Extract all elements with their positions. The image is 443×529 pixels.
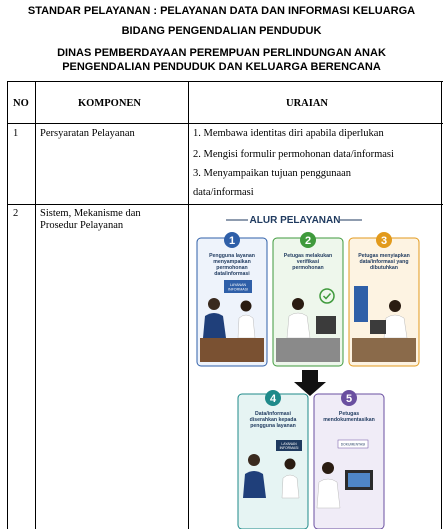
step-number: 3: [380, 235, 388, 247]
step-text: Petugas: [338, 411, 360, 417]
flow-title: ALUR PELAYANAN: [249, 215, 341, 226]
step-text: pengguna layanan: [250, 423, 296, 429]
agency-name-line2: PENGENDALIAN PENDUDUK DAN KELUARGA BERENCANA: [62, 61, 381, 73]
table-row-divider: [7, 204, 443, 205]
step-number: 1: [228, 235, 236, 247]
service-sign-text: LAYANAN: [281, 442, 297, 446]
row-component-continued: Prosedur Pelayanan: [40, 220, 124, 231]
step-number: 4: [269, 393, 277, 405]
requirement-item: 3. Menyampaikan tujuan penggunaan: [193, 168, 352, 179]
flow-step-2: [273, 232, 343, 366]
requirement-item: 1. Membawa identitas diri apabila diperlukan: [193, 128, 384, 139]
service-sign-text: INFORMASI: [228, 287, 248, 292]
agency-name-line1: DINAS PEMBERDAYAAN PEREMPUAN PERLINDUNGAN ANAK: [57, 47, 386, 59]
row-component: Sistem, Mekanisme dan: [40, 208, 141, 219]
service-sign-text: LAYANAN: [229, 283, 247, 287]
step-text: Petugas menyiapkan: [358, 253, 410, 259]
service-sign-text: INFORMASI: [279, 446, 299, 450]
department-name: BIDANG PENGENDALIAN PENDUDUK: [121, 25, 322, 37]
file-cabinet: [354, 286, 368, 322]
row-component: Persyaratan Pelayanan: [40, 128, 135, 139]
step-text: Data/informasi: [254, 411, 292, 417]
requirement-item-continued: data/informasi: [193, 187, 254, 198]
flow-step-5: [314, 390, 384, 529]
document-title: STANDAR PELAYANAN : PELAYANAN DATA DAN INFORMASI KELUARGA: [27, 5, 416, 17]
step-text: data/informasi yang: [359, 259, 409, 265]
column-header-komponen: KOMPONEN: [78, 98, 141, 109]
flow-arrow-down: [294, 370, 326, 396]
flow-step-1: [197, 232, 267, 366]
column-header-uraian: URAIAN: [286, 98, 328, 109]
flow-step-3: [349, 232, 419, 366]
documentation-sign-text: DOKUMENTASI: [340, 442, 366, 447]
step-text: permohonan: [216, 265, 248, 271]
step-number: 5: [345, 393, 353, 405]
step-text: Petugas melakukan: [283, 253, 333, 259]
step-text: data/informasi: [214, 271, 250, 277]
table-header-divider: [7, 123, 443, 124]
step-number: 2: [304, 235, 312, 247]
step-text: verifikasi: [296, 259, 320, 265]
table-border-left: [7, 81, 8, 529]
step-text: mendokumentasikan: [323, 417, 375, 423]
requirement-item: 2. Mengisi formulir permohonan data/informasi: [193, 149, 394, 160]
step-text: Pengguna layanan: [209, 253, 255, 259]
table-border-top: [7, 81, 443, 82]
flow-step-4: [238, 390, 308, 529]
table-col-divider-2: [188, 81, 189, 529]
step-text: permohonan: [292, 265, 324, 271]
column-header-no: NO: [13, 98, 29, 109]
table-border-right: [441, 81, 442, 529]
row-number: 2: [13, 208, 19, 219]
table-col-divider-1: [35, 81, 36, 529]
step-text: menyampaikan: [213, 259, 251, 265]
row-number: 1: [13, 128, 19, 139]
step-text: diserahkan kepada: [249, 417, 297, 423]
service-flow-infographic: [190, 208, 440, 529]
step-text: dibutuhkan: [370, 265, 398, 271]
